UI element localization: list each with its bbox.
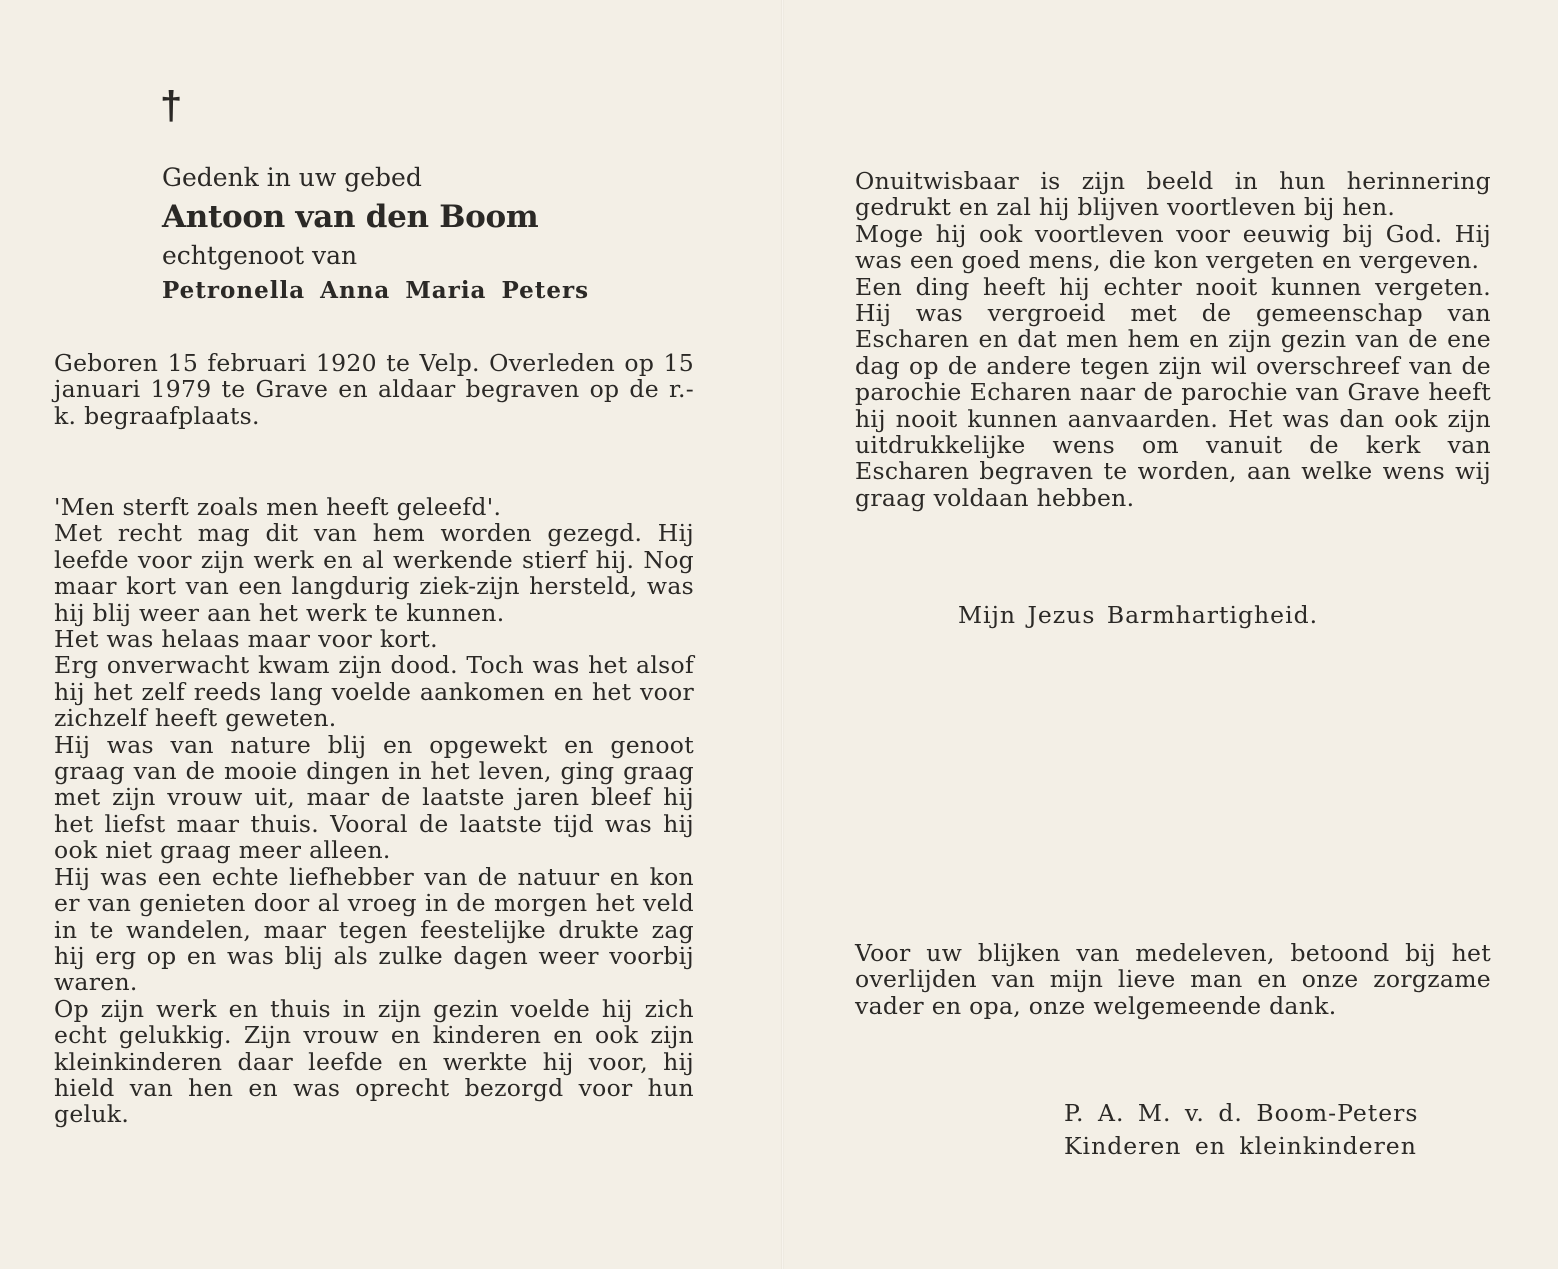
signature-line-2: Kinderen en kleinkinderen bbox=[1064, 1132, 1417, 1160]
paragraph: Hij was een echte liefhebber van de natuur en kon er van genieten door al vroeg in de morgen het veld in te wandelen, maar tegen feestelijke drukte zag hij erg op en was blij als zulke dagen weer voorbij waren. bbox=[54, 862, 694, 997]
paragraph: Het was helaas maar voor kort. bbox=[54, 625, 438, 654]
deceased-name: Antoon van den Boom bbox=[162, 199, 539, 235]
paragraph: Moge hij ook voortleven voor eeuwig bij God. Hij was een goed mens, die kon vergeten en vergeven. bbox=[855, 219, 1491, 275]
signature-block bbox=[1064, 1097, 1418, 1163]
spouse-name: Petronella Anna Maria Peters bbox=[162, 277, 590, 304]
paragraph: Erg onverwacht kwam zijn dood. Toch was het alsof hij het zelf reeds lang voelde aankomen en het voor zichzelf heeft geweten. bbox=[54, 651, 694, 733]
paragraph: Hij was van nature blij en opgewekt en genoot graag van de mooie dingen in het leven, ging graag met zijn vrouw uit, maar de laatste jaren bleef hij het liefst maar thuis. Vooral de laatste tijd was hij ook niet graag meer alleen. bbox=[54, 730, 694, 865]
quote-line: 'Men sterft zoals men heeft geleefd'. bbox=[54, 493, 502, 521]
relation-text: echtgenoot van bbox=[162, 241, 358, 270]
paragraph: Een ding heeft hij echter nooit kunnen vergeten. Hij was vergroeid met de gemeenschap van Escharen en dat men hem en zijn gezin van de ene dag op de andere tegen zijn wil overschreef van de parochie Echaren naar de parochie van Grave heeft hij nooit kunnen aanvaarden. Het was dan ook zijn uitdrukkelijke wens om vanuit de kerk van Escharen begraven te worden, aan welke wens wij graag voldaan hebben. bbox=[855, 272, 1491, 512]
paragraph: Met recht mag dit van hem worden gezegd. Hij leefde voor zijn werk en al werkende stierf hij. Nog maar kort van een langdurig ziek-zijn hersteld, was hij blij weer aan het werk te kunnen. bbox=[54, 519, 694, 627]
thanks-paragraph bbox=[855, 940, 1491, 1019]
paragraph: Onuitwisbaar is zijn beeld in hun herinnering gedrukt en zal hij blijven voortleven bij hen. bbox=[855, 167, 1491, 222]
memorial-header bbox=[162, 162, 642, 310]
signature-line-1: P. A. M. v. d. Boom-Peters bbox=[1064, 1099, 1419, 1127]
right-page bbox=[785, 0, 1558, 1269]
left-body-text bbox=[54, 494, 694, 1128]
birth-death-text: Geboren 15 februari 1920 te Velp. Overleden op 15 januari 1979 te Grave en aldaar begraven op de r.-k. begraafplaats. bbox=[54, 349, 694, 430]
thanks-text: Voor uw blijken van medeleven, betoond bij het overlijden van mijn lieve man en onze zorgzame vader en opa, onze welgemeende dank. bbox=[855, 939, 1491, 1020]
birth-death-paragraph bbox=[54, 350, 694, 429]
prayer-motto: Mijn Jezus Barmhartigheid. bbox=[958, 601, 1319, 629]
intro-text: Gedenk in uw gebed bbox=[162, 163, 422, 192]
right-body-text bbox=[855, 168, 1491, 511]
cross-icon: † bbox=[160, 84, 183, 128]
paragraph: Op zijn werk en thuis in zijn gezin voelde hij zich echt gelukkig. Zijn vrouw en kinderen en ook zijn kleinkinderen daar leefde en werkte hij voor, hij hield van hen en was oprecht bezorgd voor hun geluk. bbox=[54, 994, 694, 1129]
card-fold bbox=[781, 0, 784, 1269]
